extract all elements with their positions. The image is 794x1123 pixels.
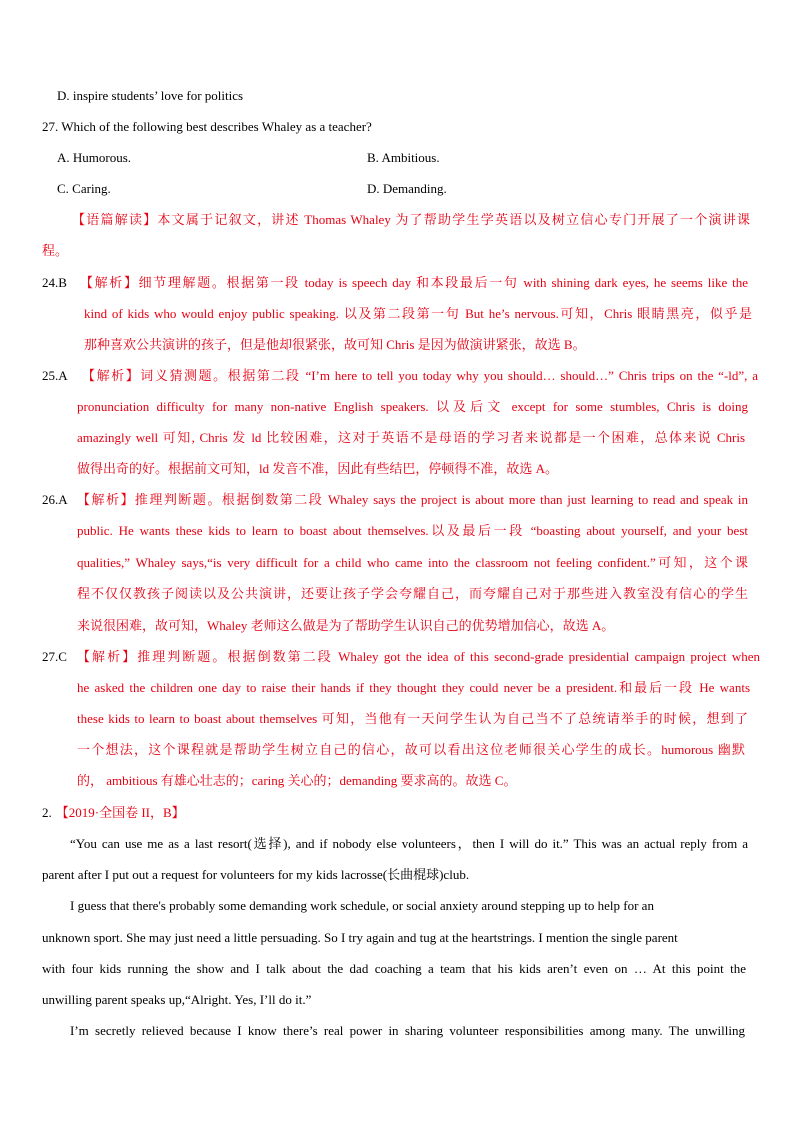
q27-option-c: C. Caring.	[57, 181, 111, 196]
q27-option-b: B. Ambitious.	[367, 150, 440, 165]
analysis-line: public. He wants these kids to learn to boast about themselves.以及最后一段 “boasting about yourself, and your best	[77, 523, 748, 538]
q27-stem: 27. Which of the following best describes Whaley as a teacher?	[42, 119, 372, 134]
q27-option-a: A. Humorous.	[57, 150, 132, 165]
passage2-heading	[42, 803, 757, 823]
passage-summary-line: 程。	[42, 243, 69, 258]
analysis-line: 【解析】推理判断题。根据倒数第二段 Whaley says the project is about more than just learning to read and speak in	[77, 492, 748, 507]
q26-option-d: D. inspire students’ love for politics	[57, 88, 244, 103]
analysis-line: 来说很困难，故可知，Whaley 老师这么做是为了帮助学生认识自己的优势增加信心，故选 A。	[77, 618, 615, 633]
analysis-line: 【解析】词义猜测题。根据第二段 “I’m here to tell you today why you should… should…” Chris trips on the “-ld”, a	[82, 368, 758, 383]
analysis-line: 【解析】细节理解题。根据第一段 today is speech day 和本段最后一句 with shining dark eyes, he seems like the	[80, 275, 748, 290]
passage-line: with four kids running the show and I talk about the dad coaching a team that his kids aren’t even on … At this point the	[42, 961, 746, 976]
analysis-line: 的， ambitious 有雄心壮志的；caring 关心的；demanding 要求高的。故选 C。	[77, 773, 517, 788]
analysis-line: he asked the children one day to raise their hands if they thought they could never be a president.和最后一段 He wants	[77, 680, 750, 695]
passage-line: parent after I put out a request for volunteers for my kids lacrosse(长曲棍球)club.	[42, 867, 470, 882]
answer-number: 27.C	[42, 649, 67, 664]
analysis-line: pronunciation difficulty for many non-native English speakers. 以及后文 except for some stumbles, Chris is doing	[77, 399, 748, 414]
passage2-number: 2.	[42, 805, 52, 820]
q27-option-d: D. Demanding.	[367, 181, 447, 196]
analysis-line: 做得出奇的好。根据前文可知，ld 发音不准，因此有些结巴，停顿得不准，故选 A。	[77, 461, 559, 476]
passage-summary-line: 【语篇解读】本文属于记叙文，讲述 Thomas Whaley 为了帮助学生学英语以及树立信心专门开展了一个演讲课	[72, 212, 750, 227]
analysis-line: amazingly well 可知, Chris 发 ld 比较困难，这对于英语不是母语的学习者来说都是一个困难，总体来说 Chris	[77, 430, 745, 445]
answer-number: 24.B	[42, 275, 67, 290]
passage-line: “You can use me as a last resort(选择), and if nobody else volunteers，then I will do it.” This was an actual reply from a	[70, 836, 748, 851]
analysis-line: 一个想法，这个课程就是帮助学生树立自己的信心，故可以看出这位老师很关心学生的成长。humorous 幽默	[77, 742, 745, 757]
answer-number: 25.A	[42, 368, 68, 383]
answer-number: 26.A	[42, 492, 68, 507]
analysis-line: kind of kids who would enjoy public speaking. 以及第二段第一句 But he’s nervous.可知，Chris 眼睛黑亮，似乎是	[84, 306, 752, 321]
analysis-line: qualities,” Whaley says,“is very difficult for a child who came into the classroom not feeling confident.”可知，这个课	[77, 555, 748, 570]
analysis-line: 那种喜欢公共演讲的孩子，但是他却很紧张，故可知 Chris 是因为做演讲紧张，故选 B。	[84, 337, 586, 352]
analysis-line: 程不仅仅教孩子阅读以及公共演讲，还要让孩子学会夸耀自己，而夸耀自己对于那些进入教室没有信心的学生	[77, 586, 748, 601]
analysis-line: these kids to learn to boast about themselves 可知，当他有一天问学生认为自己当不了总统请举手的时候，想到了	[77, 711, 748, 726]
passage-line: I’m secretly relieved because I know there’s real power in sharing volunteer responsibilities among many. The unwilling	[70, 1023, 745, 1038]
passage-line: I guess that there's probably some demanding work schedule, or social anxiety around stepping up to help for an	[70, 898, 654, 913]
passage-line: unknown sport. She may just need a little persuading. So I try again and tug at the heartstrings. I mention the single parent	[42, 930, 678, 945]
analysis-line: 【解析】推理判断题。根据倒数第二段 Whaley got the idea of this second-grade presidential campaign project when	[77, 649, 760, 664]
passage2-source: 【2019·全国卷 II，B】	[55, 805, 185, 820]
passage-line: unwilling parent speaks up,“Alright. Yes, I’ll do it.”	[42, 992, 312, 1007]
